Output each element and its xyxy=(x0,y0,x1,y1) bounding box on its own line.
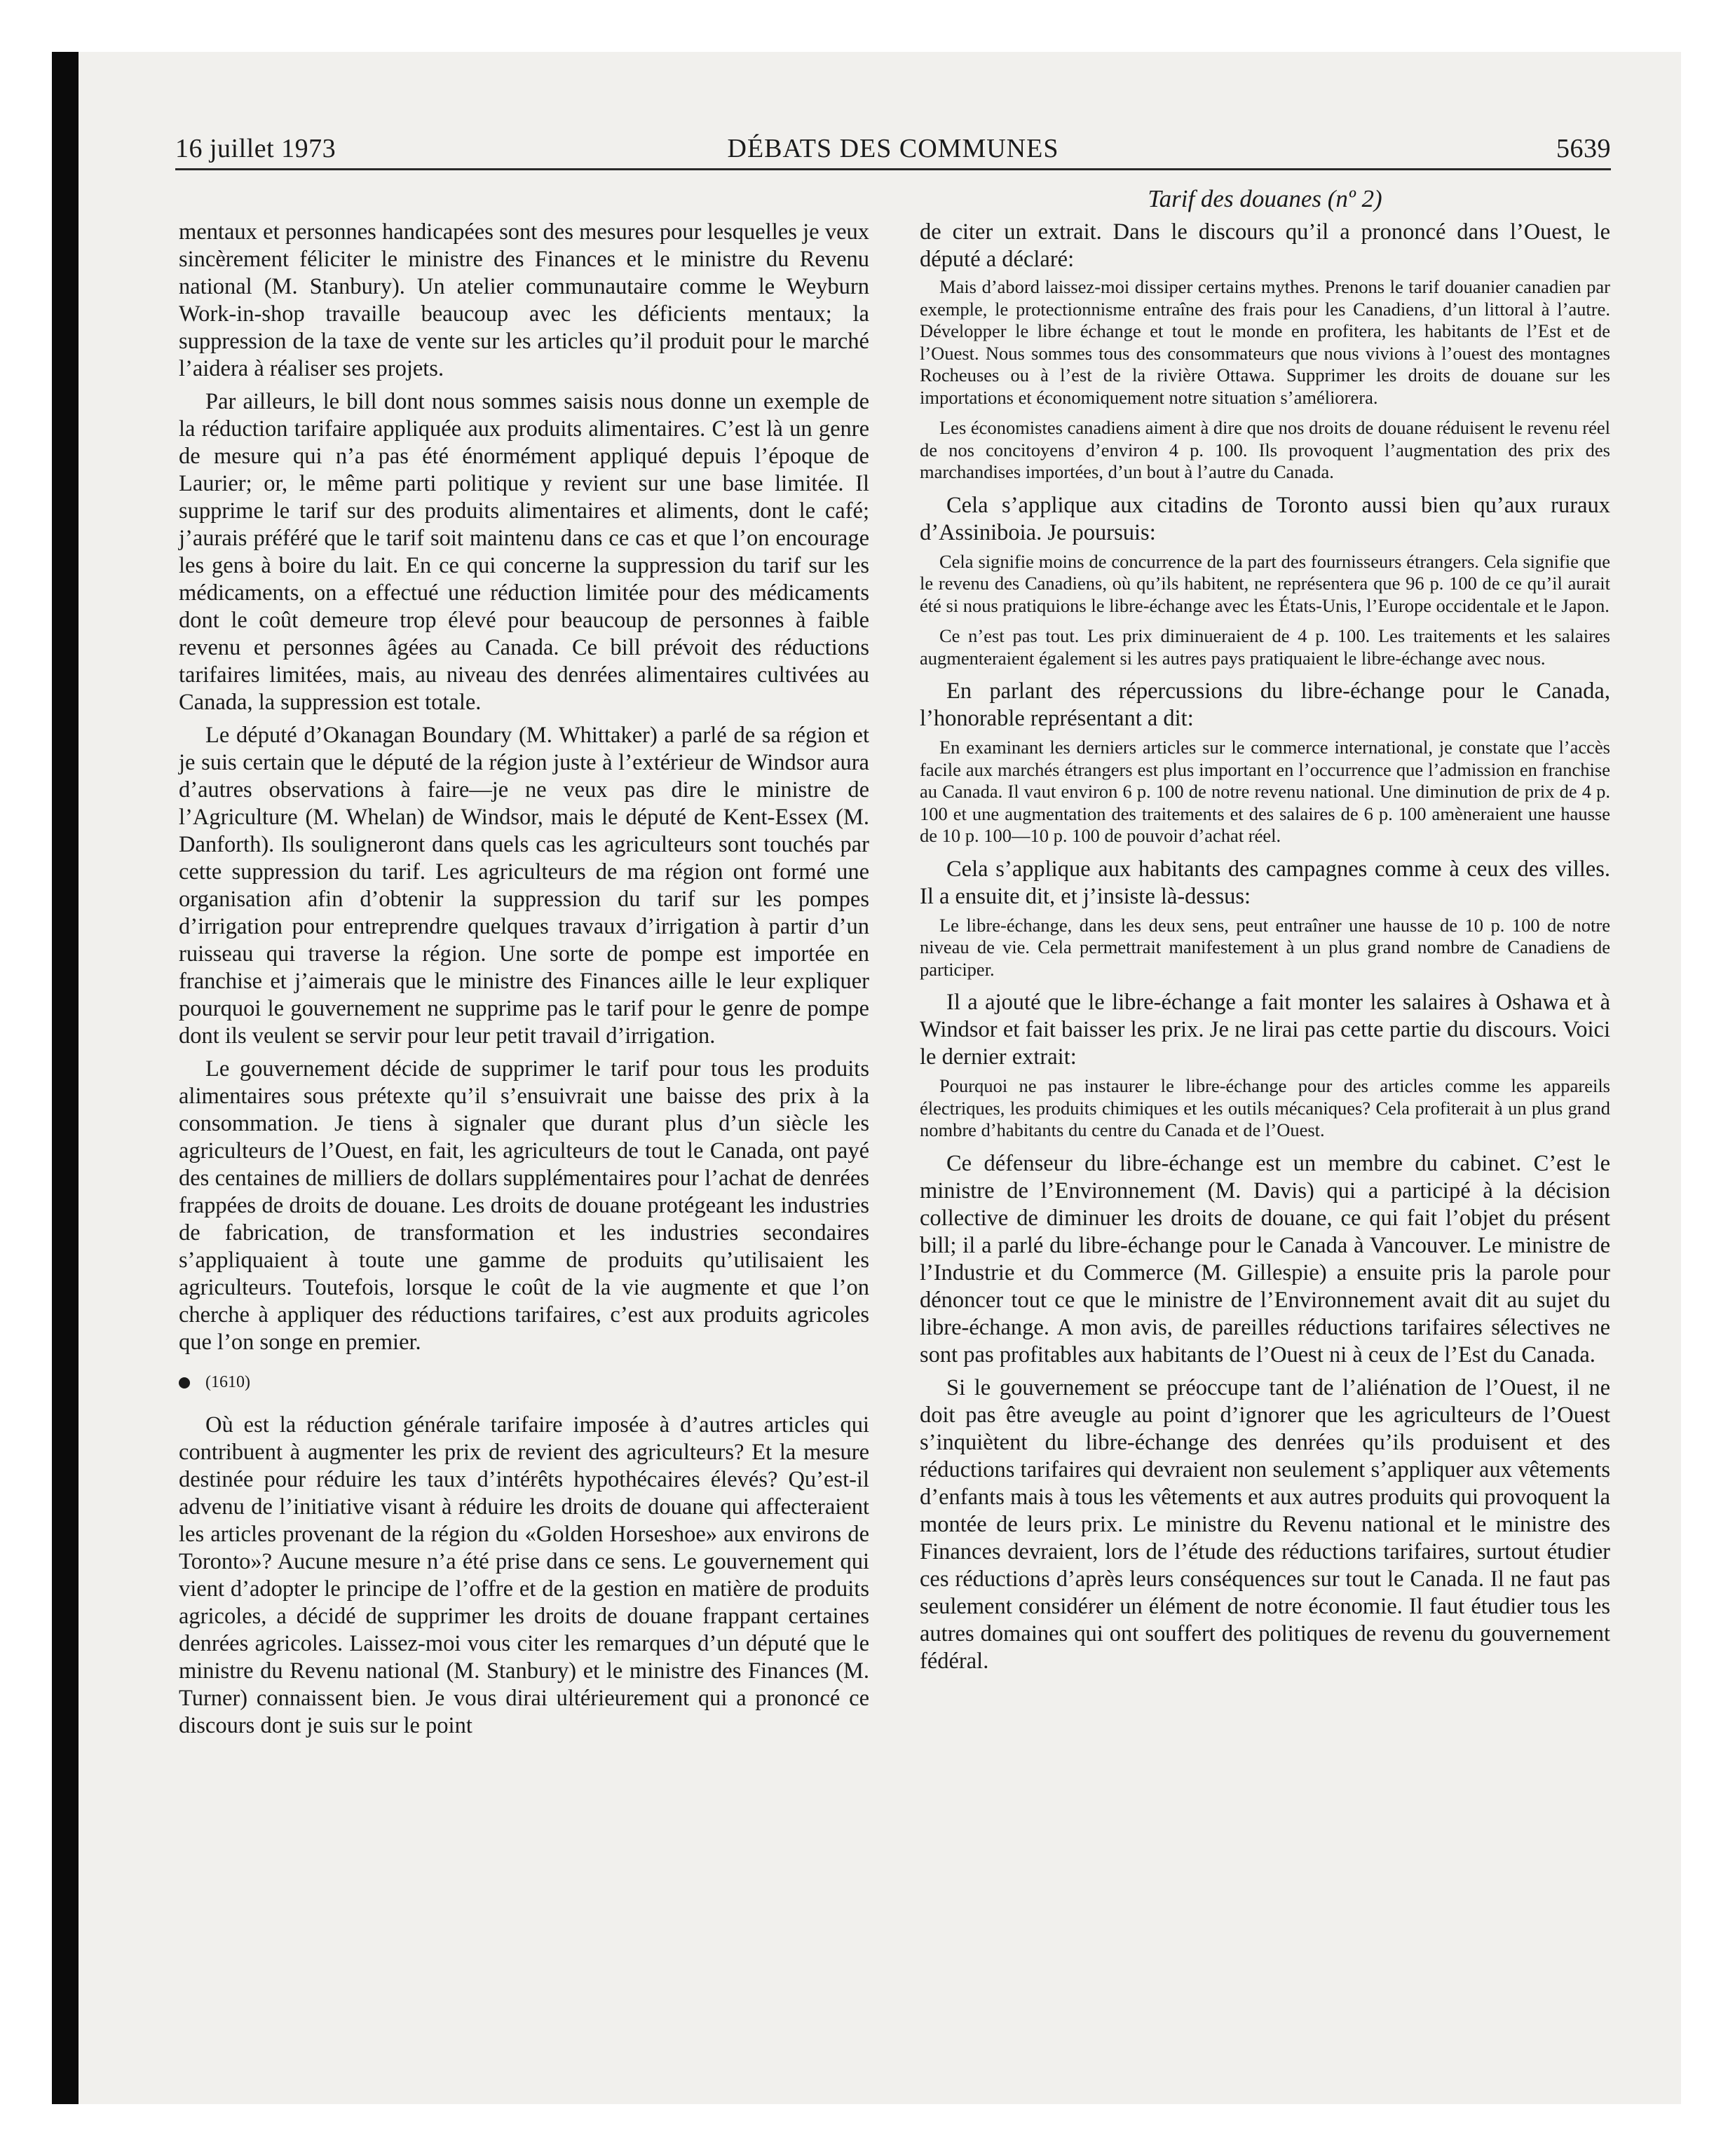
paragraph: Par ailleurs, le bill dont nous sommes saisis nous donne un exemple de la réduction tarifaire appliquée aux produits alimentaires. C’est là un genre de mesure qui n’a pas été énormément appliqué depuis l’époque de Laurier; or, le même parti politique y revient sur une base limitée. Il supprime le tarif sur des produits alimentaires et aliments, dont le café; j’aurais préféré que le tarif soit maintenu dans ce cas et que l’on encourage les gens à boire du lait. En ce qui concerne la suppression du tarif sur les médicaments, on a effectué une réduction limitée pour des médicaments dont le coût demeure trop élevé pour beaucoup de personnes à faible revenu et personnes âgées au Canada. Ce bill prévoit des réductions tarifaires limitées, mais, au niveau des denrées alimentaires cultivées au Canada, la suppression est totale. xyxy=(179,389,869,715)
left-column xyxy=(179,219,869,1740)
time-marker-text: (1610) xyxy=(205,1373,250,1391)
header-date: 16 juillet 1973 xyxy=(175,134,336,163)
paragraph: de citer un extrait. Dans le discours qu’il a prononcé dans l’Ouest, le député a déclaré: xyxy=(920,219,1610,272)
quotation: Mais d’abord laissez-moi dissiper certains mythes. Prenons le tarif douanier canadien par exemple, le protectionnisme entraîne des frais pour les Canadiens, d’un littoral à l’autre. Développer le libre échange et tout le monde en profitera, les habitants de l’Est et de l’Ouest. Nous sommes tous des consommateurs que nous vivions à l’ouest des montagnes Rocheuses ou à l’est de la rivière Ottawa. Supprimer les droits de douane sur les importations et économiquement notre situation s’améliorera. xyxy=(920,276,1610,408)
paragraph: Le député d’Okanagan Boundary (M. Whittaker) a parlé de sa région et je suis certain que le député de la région juste à l’extérieur de Windsor aura d’autres observations à faire—je ne veux pas dire le ministre de l’Agriculture (M. Whelan) de Windsor, mais le député de Kent-Essex (M. Danforth). Ils souligneront dans quels cas les agriculteurs sont touchés par cette suppression du tarif. Les agriculteurs de ma région ont formé une organisation afin d’obtenir la suppression du tarif sur les pompes d’irrigation pour entreprendre quelques travaux d’irrigation à partir d’un ruisseau qui traverse la région. Une sorte de pompe est importée en franchise et j’aimerais que le ministre des Finances aille le leur expliquer pourquoi le gouvernement ne supprime pas le tarif pour le genre de pompe dont ils veulent se servir pour leur petit travail d’irrigation. xyxy=(179,723,869,1049)
header-page-number: 5639 xyxy=(1556,134,1611,163)
scan-binding-shadow xyxy=(52,52,79,2104)
paragraph: Ce défenseur du libre-échange est un membre du cabinet. C’est le ministre de l’Environnement (M. Davis) qui a participé à la décision collective de diminuer les droits de douane, ce qui fait l’objet du présent bill; il a parlé du libre-échange pour le Canada à Vancouver. Le ministre de l’Industrie et du Commerce (M. Gillespie) a ensuite pris la parole pour dénoncer tout ce que le ministre de l’Environnement avait dit au sujet du libre-échange. A mon avis, de pareilles réductions tarifaires sélectives ne sont pas profitables aux habitants de l’Ouest ni à ceux de l’Est du Canada. xyxy=(920,1150,1610,1367)
paragraph: Cela s’applique aux citadins de Toronto aussi bien qu’aux ruraux d’Assiniboia. Je poursuis: xyxy=(920,492,1610,545)
quotation: En examinant les derniers articles sur le commerce international, je constate que l’accès facile aux marchés étrangers est plus important en l’occurrence que l’admission en franchise au Canada. Il vaut environ 6 p. 100 de notre revenu national. Une diminution de prix de 4 p. 100 et une augmentation des traitements et des salaires de 6 p. 100 amèneraient une hausse de 10 p. 100—10 p. 100 de pouvoir d’achat réel. xyxy=(920,737,1610,846)
paragraph: En parlant des répercussions du libre-échange pour le Canada, l’honorable représentant a dit: xyxy=(920,678,1610,731)
paragraph: Si le gouvernement se préoccupe tant de l’aliénation de l’Ouest, il ne doit pas être aveugle au point d’ignorer que les agriculteurs de l’Ouest s’inquiètent du libre-échange des denrées qu’ils produisent et des réductions tarifaires qui devraient non seulement s’appliquer aux vêtements d’enfants mais à tous les vêtements et aux autres produits qui provoquent la montée de leurs prix. Le ministre du Revenu national et le ministre des Finances devraient, lors de l’étude des réductions tarifaires, surtout étudier ces réductions d’après leurs conséquences sur tout le Canada. Il ne faut pas seulement considérer un élément de notre économie. Il faut étudier tous les autres domaines qui ont souffert des politiques de revenu du gouvernement fédéral. xyxy=(920,1374,1610,1674)
paragraph: mentaux et personnes handicapées sont des mesures pour lesquelles je veux sincèrement féliciter le ministre des Finances et le ministre du Revenu national (M. Stanbury). Un atelier communautaire comme le Weyburn Work-in-shop travaille beaucoup avec les déficients mentaux; la suppression de la taxe de vente sur les articles qu’il produit pour le marché l’aidera à réaliser ses projets. xyxy=(179,219,869,381)
quotation: Les économistes canadiens aiment à dire que nos droits de douane réduisent le revenu réel de nos concitoyens d’environ 4 p. 100. Ils provoquent l’augmentation des prix des marchandises importées, d’un bout à l’autre du Canada. xyxy=(920,417,1610,482)
paragraph: Où est la réduction générale tarifaire imposée à d’autres articles qui contribuent à augmenter les prix de revient des agriculteurs? Et la mesure destinée pour réduire les taux d’intérêts hypothécaires élevés? Qu’est-il advenu de l’initiative visant à réduire les droits de douane qui affecteraient les articles provenant de la région du «Golden Horseshoe» aux environs de Toronto»? Aucune mesure n’a été prise dans ce sens. Le gouvernement qui vient d’adopter le principe de l’offre et de la gestion en matière de produits agricoles, a décidé de supprimer les droits de douane frappant certaines denrées agricoles. Laissez-moi vous citer les remarques d’un député que le ministre du Revenu national (M. Stanbury) et le ministre des Finances (M. Turner) connaissent bien. Je vous dirai ultérieurement qui a prononcé ce discours dont je suis sur le point xyxy=(179,1412,869,1738)
quotation: Cela signifie moins de concurrence de la part des fournisseurs étrangers. Cela signifie que le revenu des Canadiens, où qu’ils habitent, ne représentera que 96 p. 100 de ce qu’il aurait été si nous pratiquions le libre-échange avec les États-Unis, l’Europe occidentale et le Japon. xyxy=(920,550,1610,616)
scan-margin-left xyxy=(0,0,52,2156)
right-column xyxy=(920,219,1610,1675)
header-rule xyxy=(175,168,1611,170)
time-marker xyxy=(179,1369,869,1396)
header-journal-title: DÉBATS DES COMMUNES xyxy=(727,134,1059,163)
running-head: Tarif des douanes (nº 2) xyxy=(1148,185,1382,212)
quotation: Ce n’est pas tout. Les prix diminueraient de 4 p. 100. Les traitements et les salaires augmenteraient également si les autres pays pratiquaient le libre-échange avec nous. xyxy=(920,625,1610,669)
paragraph: Cela s’applique aux habitants des campagnes comme à ceux des villes. Il a ensuite dit, et j’insiste là-dessus: xyxy=(920,856,1610,909)
scan-margin-bottom xyxy=(0,2104,1735,2156)
paragraph: Il a ajouté que le libre-échange a fait monter les salaires à Oshawa et à Windsor et fait baisser les prix. Je ne lirai pas cette partie du discours. Voici le dernier extrait: xyxy=(920,990,1610,1070)
paragraph: Le gouvernement décide de supprimer le tarif pour tous les produits alimentaires sous prétexte qu’il s’ensuivrait une baisse des prix à la consommation. Je tiens à signaler que durant plus d’un siècle les agriculteurs de l’Ouest, en fait, les agriculteurs de tout le Canada, ont payé des centaines de milliers de dollars supplémentaires pour l’achat de denrées frappées de droits de douane. Les droits de douane protégeant les industries de fabrication, de transformation et les industries secondaires s’appliquaient à toute une gamme de produits qu’utilisaient les agriculteurs. Toutefois, lorsque le coût de la vie augmente et que l’on cherche à appliquer des réductions tarifaires, c’est aux produits agricoles que l’on songe en premier. xyxy=(179,1056,869,1355)
quotation: Le libre-échange, dans les deux sens, peut entraîner une hausse de 10 p. 100 de notre niveau de vie. Cela permettrait manifestement à un plus grand nombre de Canadiens de participer. xyxy=(920,914,1610,980)
page-header xyxy=(175,133,1611,168)
bullet-icon xyxy=(179,1377,190,1389)
quotation: Pourquoi ne pas instaurer le libre-échange pour des articles comme les appareils électriques, les produits chimiques et les outils mécaniques? Cela profiterait à un plus grand nombre d’habitants du centre du Canada et de l’Ouest. xyxy=(920,1075,1610,1140)
